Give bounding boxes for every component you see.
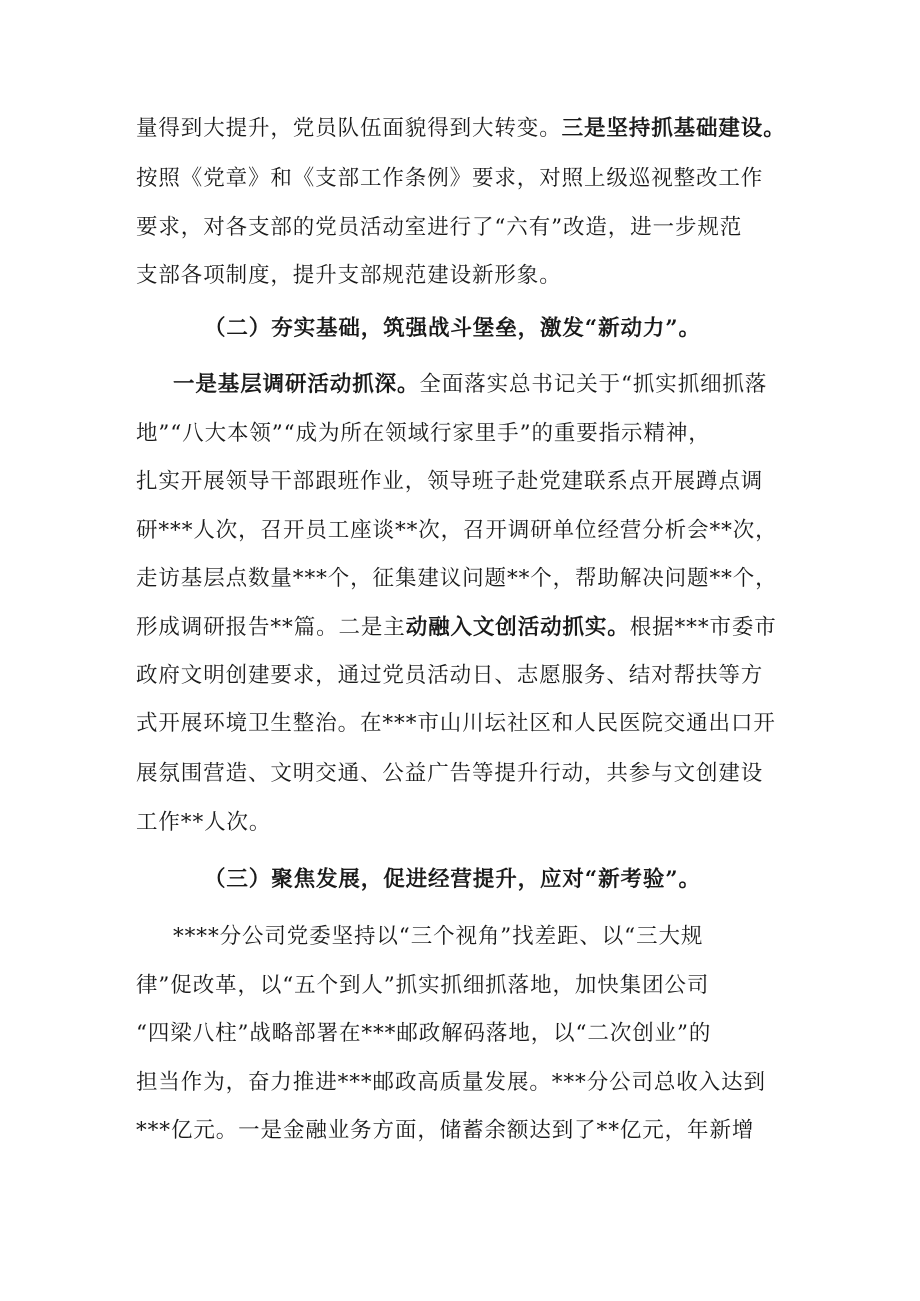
text-line-20 [136, 1072, 766, 1094]
text-line-14 [136, 763, 763, 785]
text-segment: 研***人次，召开员工座谈**次，召开调研单位经营分析会**次， [136, 518, 778, 543]
text-line-18 [136, 975, 709, 997]
text-line-7 [136, 423, 711, 445]
text-line-11 [136, 617, 777, 639]
text-segment: 工作**人次。 [136, 810, 272, 835]
text-line-9 [136, 520, 778, 542]
text-segment: 支部各项制度，提升支部规范建设新形象。 [136, 263, 562, 288]
text-line-17 [173, 926, 703, 948]
text-segment: 担当作为，奋力推进***邮政高质量发展。***分公司总收入达到 [136, 1070, 766, 1095]
text-segment: “四梁八柱”战略部署在***邮政解码落地，以“二次创业”的 [136, 1021, 712, 1046]
text-line-21 [136, 1120, 754, 1142]
text-line-15 [136, 812, 271, 834]
bold-text-segment: 一是基层调研活动抓深。 [173, 372, 420, 397]
text-segment: ***亿元。一是金融业务方面，储蓄余额达到了**亿元，年新增 [136, 1118, 755, 1143]
text-segment: 走访基层点数量***个，征集建议问题**个，帮助解决问题**个， [136, 566, 778, 591]
text-segment: 展氛围营造、文明交通、公益广告等提升行动，共参与文创建设 [136, 761, 764, 786]
text-segment: 地”“八大本领”“成为所在领域行家里手”的重要指示精神， [136, 421, 711, 446]
heading-text: （二）夯实基础，筑强战斗堡垒，激发“新动力”。 [204, 316, 701, 341]
text-segment: 按照《党章》和《支部工作条例》要求，对照上级巡视整改工作 [136, 166, 764, 191]
text-line-13 [136, 713, 776, 735]
text-line-2 [136, 168, 763, 190]
section-heading-3 [204, 869, 701, 891]
text-segment: 扎实开展领导干部跟班作业，领导班子赴党建联系点开展蹲点调 [136, 469, 764, 494]
text-segment: 全面落实总书记关于“抓实抓细抓落 [419, 372, 768, 397]
text-segment: 要求，对各支部的党员活动室进行了“六有”改造，进一步规范 [136, 215, 743, 240]
section-heading-2 [204, 318, 701, 340]
text-segment: 政府文明创建要求，通过党员活动日、志愿服务、结对帮扶等方 [136, 663, 764, 688]
text-segment: 式开展环境卫生整治。在***市山川坛社区和人民医院交通出口开 [136, 711, 776, 736]
text-line-19 [136, 1023, 711, 1045]
text-line-12 [136, 665, 763, 687]
text-segment: 根据***市委市 [629, 615, 777, 640]
text-line-1 [136, 118, 786, 140]
bold-text-segment: 动融入文创活动抓实。 [405, 615, 630, 640]
text-line-10 [136, 568, 778, 590]
text-line-3 [136, 217, 742, 239]
text-line-6 [173, 374, 767, 396]
text-line-4 [136, 265, 562, 287]
heading-text: （三）聚焦发展，促进经营提升，应对“新考验”。 [204, 867, 701, 892]
text-segment: 形成调研报告**篇。二是主 [136, 615, 406, 640]
bold-text-segment: 三是坚持抓基础建设。 [561, 116, 786, 141]
text-segment: 量得到大提升，党员队伍面貌得到大转变。 [136, 116, 562, 141]
text-segment: ****分公司党委坚持以“三个视角”找差距、以“三大规 [173, 924, 704, 949]
text-segment: 律”促改革，以“五个到人”抓实抓细抓落地，加快集团公司 [136, 973, 710, 998]
text-line-8 [136, 471, 763, 493]
